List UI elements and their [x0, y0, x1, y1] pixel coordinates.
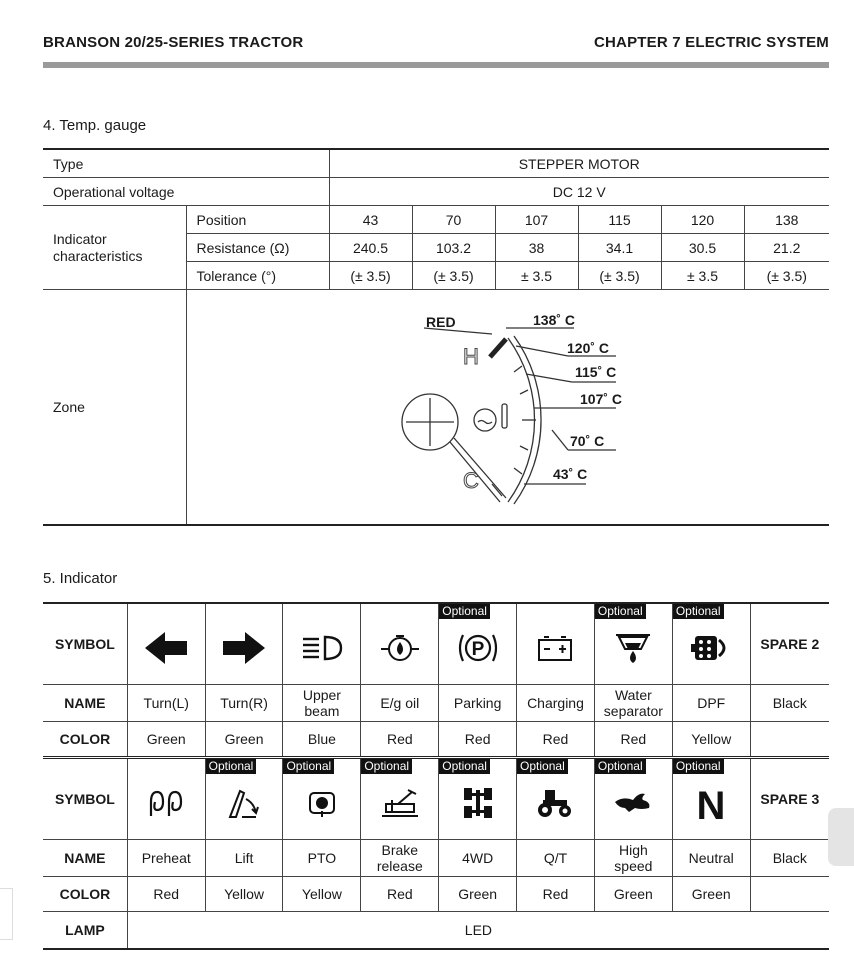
color-row-label: COLOR [43, 877, 127, 912]
optional-badge: Optional [595, 759, 646, 774]
indicator-name: Charging [517, 685, 595, 722]
section-5-title: 5. Indicator [43, 570, 118, 587]
indicator-color: Red [594, 722, 672, 758]
upper-beam-icon [299, 633, 345, 663]
parking-brake-icon [455, 629, 501, 667]
4wd-cell [439, 758, 517, 840]
pto-icon [302, 787, 342, 819]
indicator-name: Neutral [672, 840, 750, 877]
turn-right-arrow-icon [221, 630, 267, 666]
optional-badge: Optional [283, 759, 334, 774]
indicator-color: Red [517, 722, 595, 758]
indicator-name: Lift [205, 840, 283, 877]
indicator-name: PTO [283, 840, 361, 877]
charging-cell [517, 603, 595, 685]
gauge-c-label: C [462, 468, 479, 493]
lamp-value: LED [127, 912, 829, 950]
gauge-red-label: RED [425, 314, 456, 330]
gauge-label-120: 120˚ C [566, 340, 609, 356]
indicator-name: Preheat [127, 840, 205, 877]
optional-badge: Optional [439, 604, 490, 619]
neutral-cell [672, 758, 750, 840]
page-left-marker [0, 888, 13, 940]
parking-glyph: P [471, 638, 484, 660]
dpf-cell [672, 603, 750, 685]
zone-label: Zone [43, 290, 186, 526]
upper-beam-cell [283, 603, 361, 685]
position-label: Position [186, 206, 329, 234]
lift-cell [205, 758, 283, 840]
optional-badge: Optional [361, 759, 412, 774]
spare-3-color [750, 877, 829, 912]
red-zone-marker [490, 339, 506, 357]
parking-cell [439, 603, 517, 685]
indicator-color: Green [594, 877, 672, 912]
indicator-color: Yellow [672, 722, 750, 758]
indicator-name: Parking [439, 685, 517, 722]
spare-3-name: Black [750, 840, 829, 877]
battery-charging-icon [535, 633, 575, 663]
indicator-color: Red [361, 877, 439, 912]
neutral-glyph: N [696, 783, 726, 823]
indicator-color: Green [205, 722, 283, 758]
resistance-value: 34.1 [578, 234, 661, 262]
indicator-name: DPF [672, 685, 750, 722]
tolerance-label: Tolerance (°) [186, 262, 329, 290]
rabbit-high-speed-icon [611, 788, 655, 818]
gauge-label-138: 138˚ C [532, 312, 575, 328]
position-value: 115 [578, 206, 661, 234]
resistance-value: 103.2 [412, 234, 495, 262]
type-value: STEPPER MOTOR [329, 149, 829, 178]
tolerance-value: (± 3.5) [412, 262, 495, 290]
indicator-color: Green [127, 722, 205, 758]
engine-oil-icon [377, 632, 423, 664]
indicator-color: Yellow [283, 877, 361, 912]
indicator-color: Green [672, 877, 750, 912]
position-value: 107 [495, 206, 578, 234]
indicator-color: Yellow [205, 877, 283, 912]
engine-oil-cell [361, 603, 439, 685]
4wd-icon [458, 784, 498, 822]
gauge-h-label: H [462, 344, 479, 369]
temp-gauge-diagram [187, 290, 827, 524]
resistance-value: 38 [495, 234, 578, 262]
tolerance-value: (± 3.5) [744, 262, 829, 290]
voltage-value: DC 12 V [329, 178, 829, 206]
document-header-title: BRANSON 20/25-SERIES TRACTOR [43, 34, 304, 51]
position-value: 138 [744, 206, 829, 234]
indicator-color: Red [361, 722, 439, 758]
spare-2-label: SPARE 2 [750, 603, 829, 685]
tolerance-value: (± 3.5) [329, 262, 412, 290]
page-side-tab[interactable] [828, 808, 854, 866]
temp-gauge-table [43, 148, 829, 526]
section-4-title: 4. Temp. gauge [43, 117, 147, 134]
resistance-label: Resistance (Ω) [186, 234, 329, 262]
indicator-color: Green [439, 877, 517, 912]
high-speed-cell [594, 758, 672, 840]
optional-badge: Optional [673, 759, 724, 774]
voltage-label: Operational voltage [43, 178, 329, 206]
gauge-diagram-cell [186, 290, 829, 526]
indicator-name: Brake release [361, 840, 439, 877]
lift-icon [224, 785, 264, 821]
spare-2-color [750, 722, 829, 758]
position-value: 120 [661, 206, 744, 234]
optional-badge: Optional [595, 604, 646, 619]
tolerance-value: (± 3.5) [578, 262, 661, 290]
quick-turn-icon [533, 786, 577, 820]
indicator-color: Red [439, 722, 517, 758]
position-value: 70 [412, 206, 495, 234]
brake-release-icon [378, 786, 422, 820]
indicator-characteristics-label: Indicator characteristics [43, 206, 186, 290]
header-rule [43, 62, 829, 68]
gauge-label-70: 70˚ C [569, 433, 604, 449]
optional-badge: Optional [439, 759, 490, 774]
resistance-value: 240.5 [329, 234, 412, 262]
document-header-chapter: CHAPTER 7 ELECTRIC SYSTEM [593, 34, 829, 51]
preheat-coil-icon [143, 788, 189, 818]
indicator-name: Turn(R) [205, 685, 283, 722]
indicator-table [43, 602, 829, 950]
gauge-label-43: 43˚ C [552, 466, 587, 482]
turn-left-arrow-icon [143, 630, 189, 666]
resistance-value: 21.2 [744, 234, 829, 262]
tolerance-value: ± 3.5 [495, 262, 578, 290]
indicator-name: Water separator [594, 685, 672, 722]
qt-cell [517, 758, 595, 840]
indicator-name: High speed [594, 840, 672, 877]
optional-badge: Optional [517, 759, 568, 774]
dpf-icon [689, 630, 733, 666]
optional-badge: Optional [673, 604, 724, 619]
water-separator-cell [594, 603, 672, 685]
optional-badge: Optional [206, 759, 257, 774]
brake-release-cell [361, 758, 439, 840]
lamp-row-label: LAMP [43, 912, 127, 950]
name-row-label: NAME [43, 840, 127, 877]
symbol-row-label: SYMBOL [43, 758, 127, 840]
gauge-label-107: 107˚ C [579, 391, 622, 407]
position-value: 43 [329, 206, 412, 234]
indicator-name: 4WD [439, 840, 517, 877]
indicator-color: Blue [283, 722, 361, 758]
spare-2-name: Black [750, 685, 829, 722]
turn-left-cell [127, 603, 205, 685]
indicator-name: E/g oil [361, 685, 439, 722]
pto-cell [283, 758, 361, 840]
symbol-row-label: SYMBOL [43, 603, 127, 685]
neutral-n-icon [691, 783, 731, 823]
name-row-label: NAME [43, 685, 127, 722]
preheat-cell [127, 758, 205, 840]
turn-right-cell [205, 603, 283, 685]
spare-3-label: SPARE 3 [750, 758, 829, 840]
indicator-name: Upper beam [283, 685, 361, 722]
resistance-value: 30.5 [661, 234, 744, 262]
type-label: Type [43, 149, 329, 178]
indicator-name: Q/T [517, 840, 595, 877]
tolerance-value: ± 3.5 [661, 262, 744, 290]
color-row-label: COLOR [43, 722, 127, 758]
indicator-name: Turn(L) [127, 685, 205, 722]
indicator-color: Red [127, 877, 205, 912]
gauge-label-115: 115˚ C [574, 364, 616, 380]
water-separator-icon [613, 629, 653, 667]
indicator-color: Red [517, 877, 595, 912]
